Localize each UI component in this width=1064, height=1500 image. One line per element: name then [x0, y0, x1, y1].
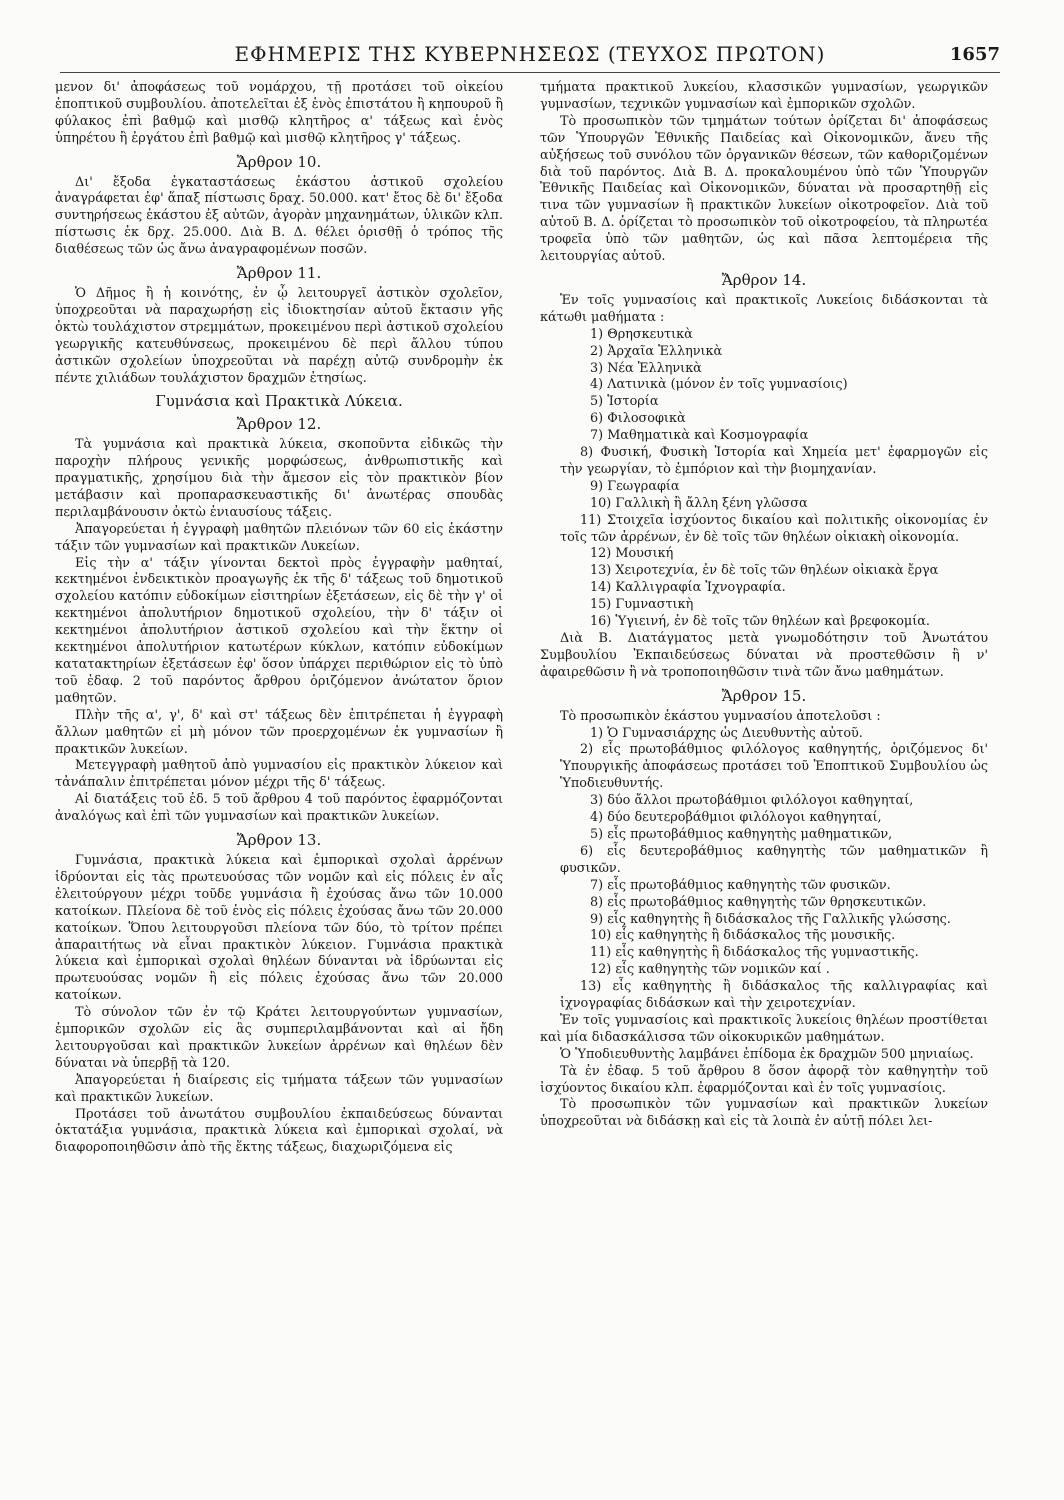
paragraph: Ὁ Δῆμος ἢ ἡ κοινότης, ἐν ᾧ λειτουργεῖ ἀστικὸν σχολεῖον, ὑποχρεοῦται νὰ παραχωρήσῃ εἰς ἰδιοκτησίαν αὐτοῦ ἔκτασιν γῆς ὀκτὼ τουλάχιστον στρεμμάτων, προκειμένου περὶ ἀστικοῦ σχολείου γεωργικῆς κατευθύνσεως, προκειμένου δὲ περὶ ἄλλου τύπου ἀστικῶν σχολείων ὑποχρεοῦται νὰ παρέχῃ αὐτῷ συνδρομὴν ἐκ πέντε χιλιάδων τουλάχιστον δραχμῶν ἐτησίως. — [55, 285, 503, 386]
list-item: 4) Λατινικὰ (μόνον ἐν τοῖς γυμνασίοις) — [590, 377, 848, 393]
staff-list — [540, 726, 988, 1013]
list-item: 13) Χειροτεχνία, ἐν δὲ τοῖς τῶν θηλέων οἰκιακὰ ἔργα — [590, 563, 939, 579]
list-item: 11) Στοιχεῖα ἰσχύοντος δικαίου καὶ πολιτικῆς οἰκονομίας ἐν τοῖς τῶν ἀρρένων, ἐν δὲ τοῖς τῶν θηλέων οἰκιακὴ οἰκονομία. — [560, 512, 988, 545]
article-heading: Ἄρθρον 13. — [236, 831, 322, 850]
paragraph: Ἐν τοῖς γυμνασίοις καὶ πρακτικοῖς Λυκείοις διδάσκονται τὰ κάτωθι μαθήματα : — [540, 292, 988, 325]
paragraph: Αἱ διατάξεις τοῦ ἐδ. 5 τοῦ ἄρθρου 4 τοῦ παρόντος ἐφαρμόζονται ἀναλόγως καὶ ἐπὶ τῶν γυμνασίων καὶ πρακτικῶν λυκείων. — [55, 792, 503, 825]
list-item: 3) δύο ἄλλοι πρωτοβάθμιοι φιλόλογοι καθηγηταί, — [590, 793, 914, 809]
article-heading: Ἄρθρον 12. — [236, 415, 322, 434]
list-item: 5) Ἱστορία — [590, 394, 659, 410]
list-item: 2) Ἀρχαῖα Ἑλληνικὰ — [590, 343, 723, 359]
list-item: 10) εἷς καθηγητὴς ἢ διδάσκαλος τῆς μουσικῆς. — [590, 928, 896, 944]
paragraph: Προτάσει τοῦ ἀνωτάτου συμβουλίου ἐκπαιδεύσεως δύνανται ὁκτατάξια γυμνάσια, πρακτικὰ λύκεια καὶ ἐμπορικαὶ σχολαί, νὰ διαφοροποιηθῶσιν ἀπὸ τῆς ἕκτης τάξεως, διαχωριζόμενα εἰς — [55, 1106, 503, 1156]
paragraph: Ἀπαγορεύεται ἡ διαίρεσις εἰς τμήματα τάξεων τῶν γυμνασίων καὶ πρακτικῶν λυκείων. — [55, 1072, 503, 1105]
subjects-list — [540, 327, 988, 631]
list-item: 11) εἷς καθηγητὴς ἢ διδάσκαλος τῆς γυμναστικῆς. — [590, 945, 919, 961]
list-item: 15) Γυμναστικὴ — [590, 597, 694, 613]
list-item: 16) Ὑγιεινή, ἐν δὲ τοῖς τῶν θηλέων καὶ βρεφοκομία. — [590, 614, 930, 630]
list-item: 3) Νέα Ἑλληνικὰ — [590, 360, 702, 376]
list-item: 6) εἷς δευτεροβάθμιος καθηγητὴς τῶν μαθηματικῶν ἢ φυσικῶν. — [560, 843, 988, 876]
list-item: 1) Ὁ Γυμνασιάρχης ὡς Διευθυντὴς αὐτοῦ. — [590, 725, 863, 741]
list-item: 8) εἷς πρωτοβάθμιος καθηγητὴς τῶν θρησκευτικῶν. — [590, 894, 927, 910]
left-column — [55, 80, 503, 1500]
paragraph: Πλὴν τῆς α', γ', δ' καὶ στ' τάξεως δὲν ἐπιτρέπεται ἡ ἐγγραφὴ ἄλλων μαθητῶν εἰ μὴ μόνον τῶν προερχομένων ἐκ γυμνασίων ἢ πρακτικῶν λυκείων. — [55, 707, 503, 757]
paragraph: Τὸ προσωπικὸν ἑκάστου γυμνασίου ἀποτελοῦσι : — [560, 708, 881, 724]
list-item: 7) εἷς πρωτοβάθμιος καθηγητὴς τῶν φυσικῶν. — [590, 877, 891, 893]
article-heading: Ἄρθρον 15. — [721, 686, 807, 705]
paragraph: Εἰς τὴν α' τάξιν γίνονται δεκτοὶ πρὸς ἐγγραφὴν μαθηταί, κεκτημένοι ἐνδεικτικὸν προαγωγῆς ἐκ τῆς δ' τάξεως τοῦ δημοτικοῦ σχολείου κατόπιν εὐδοκίμων εἰσιτηρίων ἐξετάσεων, εἰς δὲ τὴν γ' οἱ κεκτημένοι ἀπολυτήριον δημοτικοῦ σχολείου, τὴν δ' τάξιν οἱ κεκτημένοι ἀπολυτήριον ἀστικοῦ σχολείου καὶ τὴν ἕκτην οἱ κεκτημένοι ἀπολυτήριον κατωτέρων κύκλων, κατόπιν εὐδοκίμων κατατακτηρίων ἐξετάσεων ἐφ' ὅσον ὑπάρχει περιθώριον εἰς τὸ ὑπὸ τοῦ ἐδαφ. 2 τοῦ παρόντος ἄρθρου ὁριζόμενον ἀνώτατον ὅριον μαθητῶν. — [55, 555, 503, 706]
paragraph: Τὰ γυμνάσια καὶ πρακτικὰ λύκεια, σκοποῦντα εἰδικῶς τὴν παροχὴν πλήρους γενικῆς μορφώσεως, ἀνθρωπιστικῆς καὶ πραγματικῆς, χρησίμου διὰ τὴν ἄμεσον εἰς τὸν πρακτικὸν βίον μετάβασιν καὶ προπαρασκευαστικῆς δι' ἀνωτέρας σπουδὰς περιλαμβάνουσιν ὀκτὼ ἐνιαυσίους τάξεις. — [55, 437, 503, 520]
article-heading: Ἄρθρον 11. — [236, 264, 322, 283]
list-item: 9) εἷς καθηγητὴς ἢ διδάσκαλος τῆς Γαλλικῆς γλώσσης. — [590, 911, 951, 927]
section-heading: Γυμνάσια καὶ Πρακτικὰ Λύκεια. — [155, 392, 403, 411]
article-heading: Ἄρθρον 14. — [721, 270, 807, 289]
paragraph: Τὰ ἐν ἐδαφ. 5 τοῦ ἄρθρου 8 ὅσον ἀφορᾷ τὸν καθηγητὴν τοῦ ἰσχύοντος δικαίου κλπ. ἐφαρμόζονται καὶ ἐν τοῖς γυμνασίοις. — [540, 1063, 988, 1096]
list-item: 12) εἷς καθηγητὴς τῶν νομικῶν καί . — [590, 962, 830, 978]
paragraph: Τὸ σύνολον τῶν ἐν τῷ Κράτει λειτουργούντων γυμνασίων, ἐμπορικῶν σχολῶν εἰς ἃς συμπεριλαμβάνονται καὶ αἱ ἤδη λειτουργοῦσαι καὶ πρακτικῶν λυκείων ἀρρένων καὶ θηλέων δὲν δύναται νὰ ὑπερβῇ τὰ 120. — [55, 1005, 503, 1071]
paragraph: Ἀπαγορεύεται ἡ ἐγγραφὴ μαθητῶν πλειόνων τῶν 60 εἰς ἑκάστην τάξιν τῶν γυμνασίων καὶ πρακτικῶν Λυκείων. — [55, 521, 503, 554]
paragraph: τμήματα πρακτικοῦ λυκείου, κλασσικῶν γυμνασίων, γεωργικῶν γυμνασίων, τεχνικῶν γυμνασίων καὶ ἐμπορικῶν σχολῶν. — [540, 80, 988, 112]
page-header — [60, 40, 1000, 73]
paragraph: Τὸ προσωπικὸν τῶν γυμνασίων καὶ πρακτικῶν λυκείων ὑποχρεοῦται νὰ διδάσκῃ καὶ εἰς τὰ λοιπὰ ἐν αὐτῇ πόλει λει- — [540, 1097, 988, 1130]
paragraph: Ἐν τοῖς γυμνασίοις καὶ πρακτικοῖς λυκείοις θηλέων προστίθεται καὶ μία διδασκάλισσα τῶν οἰκοκυρικῶν μαθημάτων. — [540, 1012, 988, 1045]
list-item: 5) εἷς πρωτοβάθμιος καθηγητὴς μαθηματικῶν, — [590, 826, 893, 842]
list-item: 1) Θρησκευτικὰ — [590, 326, 693, 342]
gazette-title: ΕΦΗΜΕΡΙΣ ΤΗΣ ΚΥΒΕΡΝΗΣΕΩΣ (ΤΕΥΧΟΣ ΠΡΩΤΟΝ) — [234, 42, 826, 66]
page-number: 1657 — [949, 44, 1000, 65]
list-item: 8) Φυσική, Φυσικὴ Ἱστορία καὶ Χημεία μετ' ἐφαρμογῶν εἰς τὴν γεωργίαν, τὸ ἐμπόριον καὶ τὴν βιομηχανίαν. — [560, 445, 988, 477]
list-item: 9) Γεωγραφία — [590, 478, 680, 494]
list-item: 13) εἷς καθηγητὴς ἢ διδάσκαλος τῆς καλλιγραφίας καὶ ἰχνογραφίας διδάσκων καὶ τὴν χειροτεχνίαν. — [560, 979, 988, 1012]
paragraph: Γυμνάσια, πρακτικὰ λύκεια καὶ ἐμπορικαὶ σχολαὶ ἀρρένων ἱδρύονται εἰς τὰς πρωτευούσας τῶν νομῶν καὶ εἰς πόλεις ἐν αἷς ἐλειτούργουν μέχρι τοῦδε γυμνάσια ἢ ἐχούσας ἄνω τῶν 10.000 κατοίκων. Πλείονα δὲ τοῦ ἑνὸς εἰς πόλεις ἐχούσας ἄνω τῶν 20.000 κατοίκων. Ὅπου λειτουργοῦσι πλείονα τῶν δύο, τὸ τρίτον πρέπει ἀπαραιτήτως νὰ εἶναι πρακτικὸν λύκειον. Γυμνάσια πρακτικὰ λύκεια καὶ ἐμπορικαὶ σχολαὶ θηλέων δύνανται νὰ ἱδρύωνται εἰς πρωτευούσας νομῶν ἢ εἰς πόλεις ἐχούσας ἄνω τῶν 20.000 κατοίκων. — [55, 852, 503, 1004]
list-item: 10) Γαλλικὴ ἢ ἄλλη ξένη γλῶσσα — [590, 495, 808, 511]
paragraph: Διὰ Β. Διατάγματος μετὰ γνωμοδότησιν τοῦ Ἀνωτάτου Συμβουλίου Ἐκπαιδεύσεως δύναται νὰ προστεθῶσιν ἢ ν' ἀφαιρεθῶσιν ἢ νὰ τροποποιηθῶσιν τινὰ τῶν ἄνω μαθημάτων. — [540, 631, 988, 680]
paragraph: μενον δι' ἀποφάσεως τοῦ νομάρχου, τῇ προτάσει τοῦ οἰκείου ἐποπτικοῦ συμβουλίου. ἀποτελεῖται ἐξ ἑνὸς ἐπιστάτου ἢ κηπουροῦ ἢ φύλακος ἐπὶ βαθμῷ καὶ μισθῷ κλητῆρος α' τάξεως καὶ ἑνὸς ὑπηρέτου ἢ ἐργάτου ἐπὶ βαθμῷ καὶ μισθῷ κλητῆρος γ' τάξεως. — [55, 80, 503, 146]
paragraph: Ὁ Ὑποδιευθυντὴς λαμβάνει ἐπίδομα ἐκ δραχμῶν 500 μηνιαίως. — [560, 1046, 974, 1062]
paragraph: Τὸ προσωπικὸν τῶν τμημάτων τούτων ὁρίζεται δι' ἀποφάσεως τῶν Ὑπουργῶν Ἐθνικῆς Παιδείας καὶ Οἰκονομικῶν, ἄνευ τῆς αὐξήσεως τοῦ συνόλου τῶν ὀργανικῶν θέσεων, τῶν καθοριζομένων διὰ τοῦ παρόντος. Διὰ Β. Δ. προκαλουμένου ὑπὸ τῶν Ὑπουργῶν Ἐθνικῆς Παιδείας καὶ Οἰκονομικῶν, δύναται νὰ προσαρτηθῇ εἰς τινα τῶν γυμνασίων ἢ πρακτικῶν λυκείων οἰκοτροφεῖον. Διὰ τοῦ αὐτοῦ Β. Δ. ὁρίζεται τὸ προσωπικὸν τοῦ οἰκοτροφείου, τὰ πληρωτέα τροφεῖα ὑπὸ τῶν μαθητῶν, ὡς καὶ πᾶσα λεπτομέρεια τῆς λειτουργίας αὐτοῦ. — [540, 113, 988, 265]
list-item: 14) Καλλιγραφία Ἰχνογραφία. — [590, 580, 786, 596]
list-item: 12) Μουσική — [590, 546, 674, 562]
paragraph: Δι' ἔξοδα ἐγκαταστάσεως ἑκάστου ἀστικοῦ σχολείου ἀναγράφεται ἐφ' ἅπαξ πίστωσις δραχ. 50.000. κατ' ἔτος δὲ δι' ἔξοδα συντηρήσεως ἑκάστου ἐξ αὐτῶν, ἀγορὰν μηχανημάτων, ὑλικῶν κλπ. πίστωσις ἐκ δρχ. 25.000. Διὰ Β. Δ. θέλει ὁρισθῇ ὁ τρόπος τῆς διαθέσεως τῶν ὡς ἄνω ἀναγραφομένων ποσῶν. — [55, 174, 503, 258]
list-item: 4) δύο δευτεροβάθμιοι φιλόλογοι καθηγηταί, — [590, 810, 882, 826]
right-column — [540, 80, 988, 1500]
list-item: 6) Φιλοσοφικὰ — [590, 411, 686, 427]
paragraph: Μετεγγραφὴ μαθητοῦ ἀπὸ γυμνασίου εἰς πρακτικὸν λύκειον καὶ τἀνάπαλιν ἐπιτρέπεται μόνον μέχρι τῆς δ' τάξεως. — [55, 758, 503, 791]
article-heading: Ἄρθρον 10. — [236, 152, 322, 171]
list-item: 2) εἷς πρωτοβάθμιος φιλόλογος καθηγητής, ὁριζόμενος δι' Ὑπουργικῆς ἀποφάσεως προτάσει τοῦ Ἐποπτικοῦ Συμβουλίου ὡς Ὑποδιευθυντής. — [560, 742, 988, 792]
list-item: 7) Μαθηματικὰ καὶ Κοσμογραφία — [590, 428, 809, 444]
